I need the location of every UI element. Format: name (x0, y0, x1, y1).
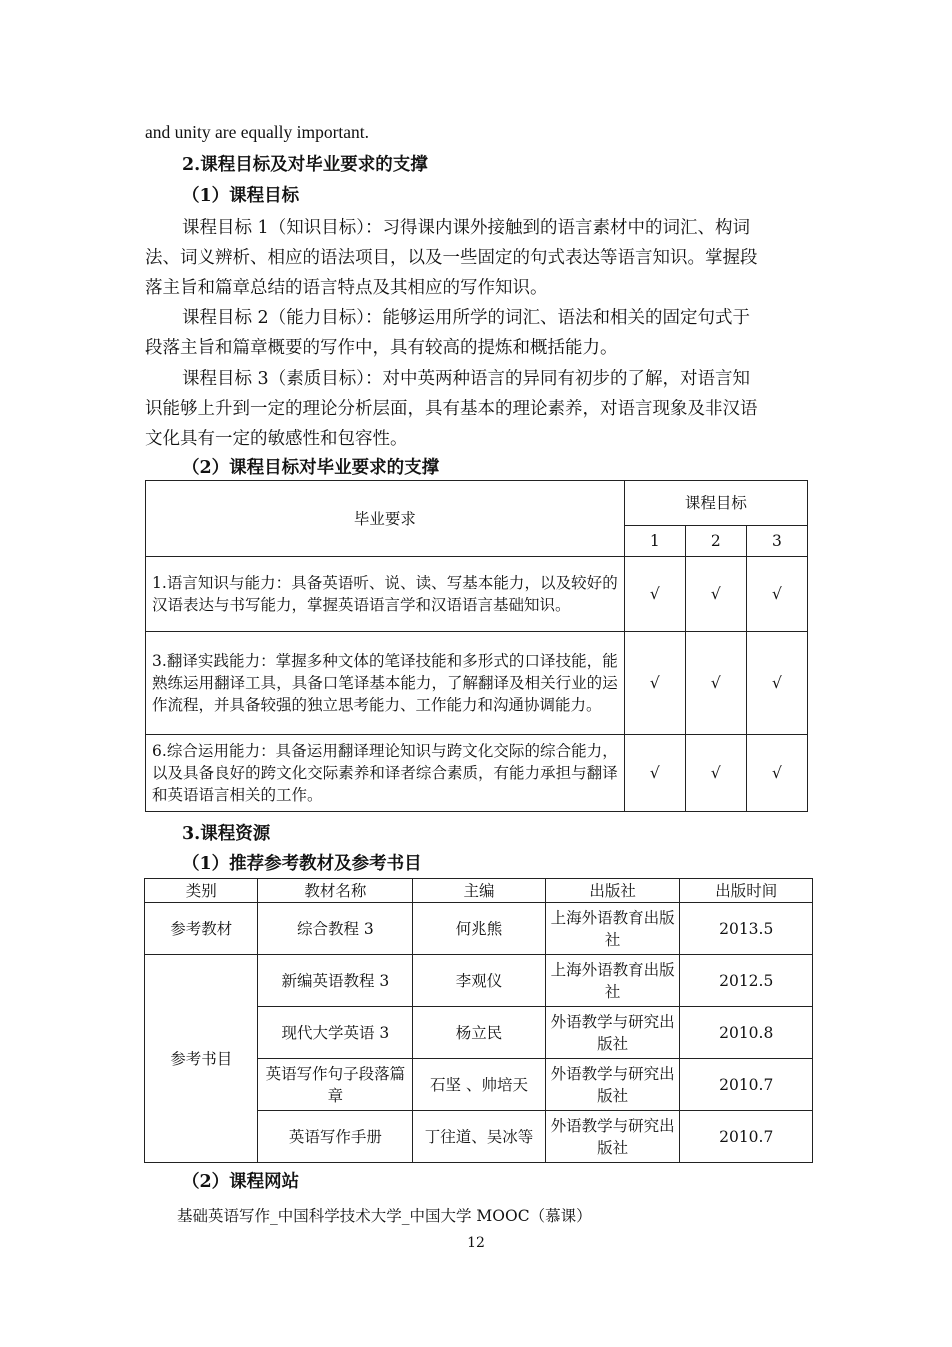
goal-1-line-1: 课程目标 1（知识目标）：习得课内课外接触到的语言素材中的词汇、构词 (182, 218, 750, 238)
book-year: 2010.7 (680, 1059, 813, 1111)
book-editor: 丁往道、吴冰等 (413, 1111, 546, 1163)
header-goal-2: 2 (685, 526, 746, 557)
book-year: 2010.8 (680, 1007, 813, 1059)
requirement-text: 6.综合运用能力：具备运用翻译理论知识与跨文化交际的综合能力，以及具备良好的跨文化交际素养和译者综合素质，有能力承担与翻译和英语语言相关的工作。 (146, 735, 625, 812)
reference-books-table (144, 878, 813, 1163)
table-row (145, 903, 813, 955)
book-title: 现代大学英语 3 (258, 1007, 413, 1059)
course-website-text: 基础英语写作_中国科学技术大学_中国大学 MOOC（慕课） (177, 1207, 592, 1225)
support-subheading: （2）课程目标对毕业要求的支撑 (182, 458, 440, 478)
goal-3-line-2: 识能够上升到一定的理论分析层面，具有基本的理论素养，对语言现象及非汉语 (145, 399, 758, 419)
book-year: 2012.5 (680, 955, 813, 1007)
book-editor: 石坚 、帅培天 (413, 1059, 546, 1111)
check-mark: √ (624, 632, 685, 735)
website-subheading: （2）课程网站 (182, 1172, 300, 1192)
header-graduation-requirement: 毕业要求 (146, 481, 625, 557)
check-mark: √ (685, 735, 746, 812)
goal-3-line-1: 课程目标 3（素质目标）：对中英两种语言的异同有初步的了解，对语言知 (182, 369, 750, 389)
book-publisher: 上海外语教育出版社 (545, 955, 680, 1007)
header-editor: 主编 (413, 879, 546, 903)
table-row (146, 632, 808, 735)
goal-1-line-3: 落主旨和篇章总结的语言特点及其相应的写作知识。 (145, 278, 548, 298)
book-title: 综合教程 3 (258, 903, 413, 955)
category-cell: 参考书目 (145, 955, 258, 1163)
header-category: 类别 (145, 879, 258, 903)
book-publisher: 外语教学与研究出版社 (545, 1111, 680, 1163)
goal-2-line-1: 课程目标 2（能力目标）：能够运用所学的词汇、语法和相关的固定句式于 (182, 308, 750, 328)
requirement-text: 3.翻译实践能力：掌握多种文体的笔译技能和多形式的口译技能，能熟练运用翻译工具，具备口笔译基本能力，了解翻译及相关行业的运作流程，并具备较强的独立思考能力、工作能力和沟通协调能力。 (146, 632, 625, 735)
table-row (145, 955, 813, 1007)
check-mark: √ (746, 632, 807, 735)
header-title: 教材名称 (258, 879, 413, 903)
header-year: 出版时间 (680, 879, 813, 903)
table-row (146, 557, 808, 632)
header-goal-3: 3 (746, 526, 807, 557)
check-mark: √ (685, 557, 746, 632)
book-title: 英语写作句子段落篇章 (258, 1059, 413, 1111)
header-goal-1: 1 (624, 526, 685, 557)
check-mark: √ (624, 735, 685, 812)
book-publisher: 外语教学与研究出版社 (545, 1059, 680, 1111)
category-cell: 参考教材 (145, 903, 258, 955)
book-editor: 何兆熊 (413, 903, 546, 955)
check-mark: √ (746, 557, 807, 632)
intro-line: and unity are equally important. (145, 122, 370, 142)
page-number: 12 (467, 1235, 485, 1251)
check-mark: √ (685, 632, 746, 735)
check-mark: √ (746, 735, 807, 812)
goal-3-line-3: 文化具有一定的敏感性和包容性。 (145, 429, 408, 449)
table-row (146, 735, 808, 812)
header-course-goals: 课程目标 (624, 481, 807, 526)
check-mark: √ (624, 557, 685, 632)
book-editor: 杨立民 (413, 1007, 546, 1059)
header-publisher: 出版社 (545, 879, 680, 903)
book-title: 新编英语教程 3 (258, 955, 413, 1007)
book-year: 2010.7 (680, 1111, 813, 1163)
graduation-support-table (145, 480, 808, 812)
book-publisher: 上海外语教育出版社 (545, 903, 680, 955)
goal-2-line-2: 段落主旨和篇章概要的写作中，具有较高的提炼和概括能力。 (145, 338, 618, 358)
requirement-text: 1.语言知识与能力：具备英语听、说、读、写基本能力，以及较好的汉语表达与书写能力，掌握英语语言学和汉语语言基础知识。 (146, 557, 625, 632)
goal-1-line-2: 法、词义辨析、相应的语法项目，以及一些固定的句式表达等语言知识。掌握段 (145, 248, 758, 268)
references-subheading: （1）推荐参考教材及参考书目 (182, 854, 422, 874)
book-title: 英语写作手册 (258, 1111, 413, 1163)
book-publisher: 外语教学与研究出版社 (545, 1007, 680, 1059)
section-2-heading: 2.课程目标及对毕业要求的支撑 (182, 155, 428, 175)
book-year: 2013.5 (680, 903, 813, 955)
section-3-heading: 3.课程资源 (182, 824, 271, 844)
book-editor: 李观仪 (413, 955, 546, 1007)
course-goals-subheading: （1）课程目标 (182, 186, 300, 206)
